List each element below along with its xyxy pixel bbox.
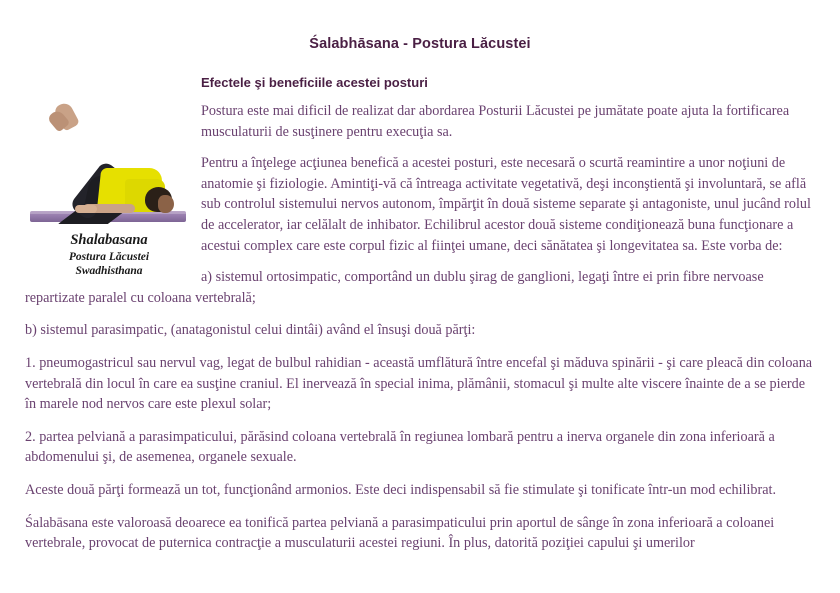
paragraph-1: Postura este mai dificil de realizat dar abordarea Posturii Lăcustei pe jumătate poate ajuta la fortificarea musculaturii de susţinere pentru execuţia sa. [201, 103, 790, 140]
pose-figure [25, 99, 193, 278]
paragraph-3: a) sistemul ortosimpatic, comportând un dublu şirag de ganglioni, legaţi între ei prin fibre nervoase repartizate paralel cu coloana vertebrală; [25, 269, 764, 306]
caption-sanskrit-name: Shalabasana [70, 232, 148, 248]
paragraph-2: Pentru a înţelege acţiunea benefică a acestei posturi, este necesară o scurtă reamintire a unor noţiuni de anatomie şi fiziologie. Amintiţi-vă că întreaga activitate vegetativă, deşi inconştientă şi involuntară, se află sub controlul sistemului nervos autonom, împărţit în două sisteme separate şi antagoniste, unul jucând rolul de accelerator, iar celălalt de inhibator. Echilibrul acestor două sisteme condiţionează buna funcţionare a acestui complex care este corpul fizic al fiinţei umane, deci sănătatea şi longevitatea sa. Este vorba de: [201, 155, 811, 254]
hand-shape [75, 205, 97, 213]
paragraph-4: b) sistemul parasimpatic, (anatagonistul celui dintâi) având el însuşi două părţi: [25, 322, 476, 339]
figure-caption [25, 232, 193, 278]
caption-chakra-name: Swadhisthana [75, 264, 143, 277]
paragraph-6: 2. partea pelviană a parasimpaticului, părăsind coloana vertebrală în regiunea lombară pentru a inerva organele din zona inferioară a abdomenului şi, de asemenea, organele sexuale. [25, 428, 775, 466]
face-shape [158, 195, 174, 213]
yoga-locust-pose-photo [25, 99, 190, 224]
caption-romanian-name: Postura Lăcustei [68, 250, 150, 263]
document-body [0, 75, 840, 554]
section-heading: Efectele şi beneficiile acestei posturi [201, 75, 428, 90]
paragraph-5: 1. pneumogastricul sau nervul vag, legat de bulbul rahidian - această umflătură între encefal şi măduva spinării - şi care pleacă din coloana vertebrală din locul în care ea susţine craniul. El inervează în special inima, plămânii, stomacul şi multe alte viscere înainte de a se pierde în marele nod nervos care este plexul solar; [25, 354, 813, 413]
paragraph-8: Śalabāsana este valoroasă deoarece ea tonifică partea pelviană a parasimpaticului prin aportul de sânge în zona inferioară a coloanei vertebrale, provocat de puternica contracţie a musculaturii acestei regiuni. În plus, datorită poziţiei capului şi umerilor [25, 514, 775, 552]
page-title: Śalabhāsana - Postura Lăcustei [309, 36, 531, 52]
paragraph-7: Aceste două părţi formează un tot, funcţionând armonios. Este deci indispensabil să fie stimulate şi tonificate într-un mod echilibrat. [25, 481, 777, 498]
